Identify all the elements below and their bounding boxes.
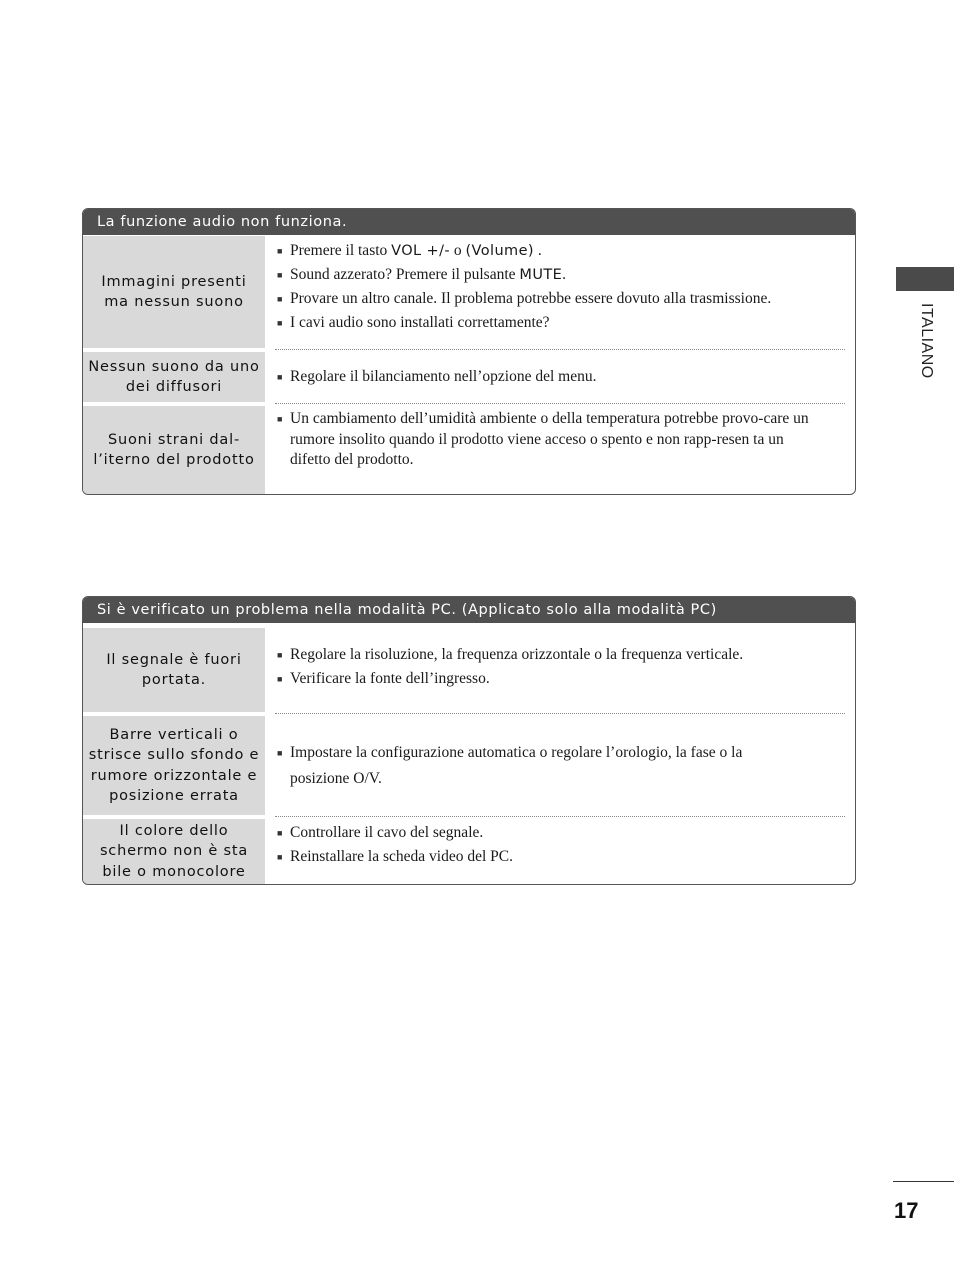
audio-table-title: La funzione audio non funziona. [83, 209, 855, 236]
bullet-icon: ■ [277, 852, 283, 862]
row-content [265, 406, 855, 494]
table-row [83, 819, 855, 884]
row-label-text: Il colore dello schermo non è sta bile o monocolore [99, 822, 249, 880]
list-item: ■ Regolare la risoluzione, la frequenza orizzontale o la frequenza verticale. [277, 643, 843, 667]
bullet-icon: ■ [277, 674, 283, 684]
row-label-text: Nessun suono da uno dei diffusori [88, 358, 260, 395]
bullet-icon: ■ [277, 270, 283, 280]
row-label-text: Immagini presenti ma nessun suono [101, 273, 247, 310]
bullet-icon: ■ [277, 246, 283, 256]
bullet-icon: ■ [277, 747, 283, 758]
list-item: ■ Regolare il bilanciamento nell’opzione del menu. [277, 365, 843, 389]
table-row [83, 716, 855, 815]
row-content [265, 236, 855, 348]
page-number-rule [893, 1181, 954, 1182]
bullet-icon: ■ [277, 828, 283, 838]
language-tab-marker [896, 267, 954, 291]
list-item: ■ Reinstallare la scheda video del PC. [277, 845, 843, 869]
row-label [83, 352, 265, 402]
row-label-text: Suoni strani dal-l’iterno del prodotto [93, 431, 255, 468]
bullet-icon: ■ [277, 414, 283, 424]
row-label-text: Il segnale è fuori portata. [106, 651, 242, 688]
row-label-text: Barre verticali o strisce sullo sfondo e rumore orizzontale e posizione errata [88, 726, 260, 804]
row-label [83, 716, 265, 815]
page-number: 17 [894, 1198, 919, 1223]
vol-key: VOL +/- [391, 243, 450, 259]
list-item: ■ Premere il tasto VOL +/- o (Volume) . [277, 239, 843, 263]
row-content [265, 819, 855, 884]
pc-troubleshooting-table [82, 596, 856, 885]
list-item: ■ Sound azzerato? Premere il pulsante MUTE. [277, 263, 843, 287]
audio-troubleshooting-table [82, 208, 856, 495]
table-row [83, 406, 855, 494]
bullet-icon: ■ [277, 294, 283, 304]
table-row [83, 236, 855, 348]
pc-table-title: Si è verificato un problema nella modalità PC. (Applicato solo alla modalità PC) [83, 597, 855, 624]
list-item: ■ I cavi audio sono installati correttamente? [277, 311, 843, 335]
row-content [265, 716, 855, 815]
list-item: ■ Provare un altro canale. Il problema potrebbe essere dovuto alla trasmissione. [277, 287, 843, 311]
row-label [83, 236, 265, 348]
row-label [83, 628, 265, 712]
row-label [83, 819, 265, 884]
bullet-icon: ■ [277, 650, 283, 660]
list-item: ■ Impostare la configurazione automatica o regolare l’orologio, la fase o la posizione O/V. [277, 740, 805, 792]
list-item: ■ Verificare la fonte dell’ingresso. [277, 667, 843, 691]
bullet-icon: ■ [277, 318, 283, 328]
language-label: ITALIANO [918, 303, 935, 379]
row-content [265, 628, 855, 712]
volume-key: (Volume) [465, 243, 534, 259]
mute-key: MUTE [519, 267, 563, 283]
list-item: ■ Un cambiamento dell’umidità ambiente o della temperatura potrebbe provo-care un rumore insolito quando il prodotto viene acceso o spento e non rapp-resen ta un difetto del prodotto. [277, 410, 809, 468]
table-row [83, 352, 855, 402]
row-content [265, 352, 855, 402]
table-row [83, 628, 855, 712]
row-label [83, 406, 265, 494]
list-item: ■ Controllare il cavo del segnale. [277, 821, 843, 845]
bullet-icon: ■ [277, 372, 283, 382]
